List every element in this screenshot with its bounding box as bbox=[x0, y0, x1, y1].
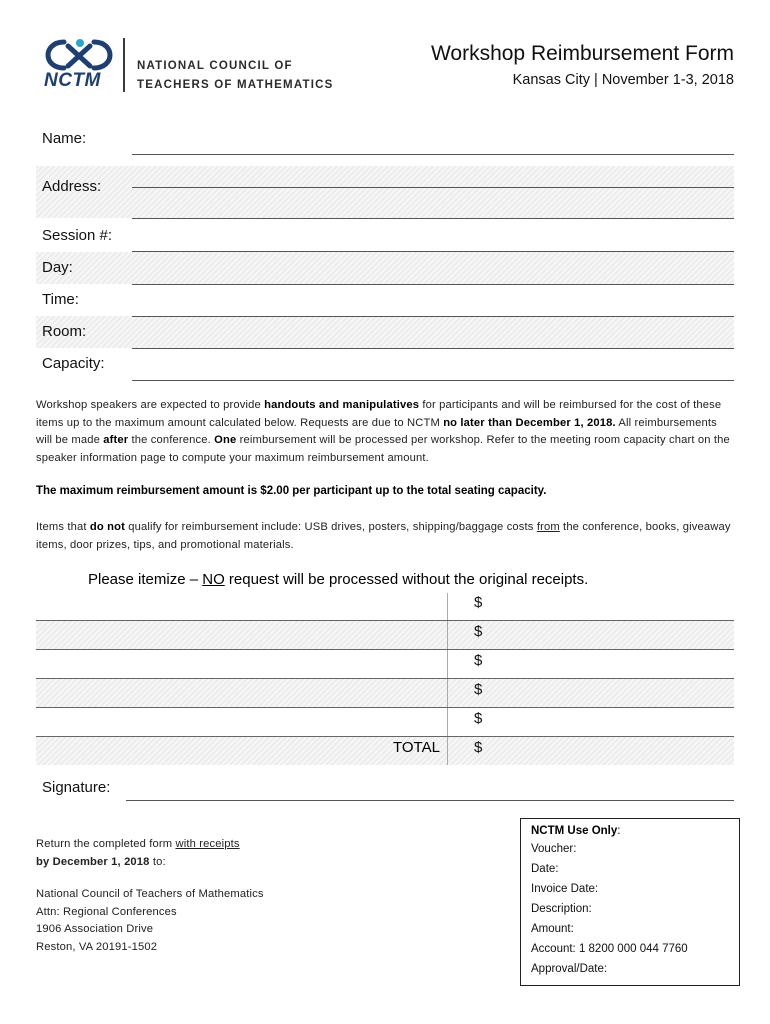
item-amount-field-5[interactable]: $ bbox=[474, 710, 483, 727]
capacity-field[interactable] bbox=[132, 380, 734, 381]
logo-divider bbox=[123, 38, 125, 92]
approval-date-label: Approval/Date: bbox=[531, 963, 608, 975]
room-field[interactable] bbox=[132, 348, 734, 349]
return-line-1: Return the completed form with receipts bbox=[36, 838, 240, 850]
return-line-2: by December 1, 2018 to: bbox=[36, 855, 166, 868]
return-instructions bbox=[36, 836, 240, 871]
room-field-shade bbox=[36, 316, 734, 348]
amount-column-separator bbox=[447, 593, 448, 765]
maximum-reimbursement-statement: The maximum reimbursement amount is $2.00 per participant up to the total seating capacity. bbox=[36, 485, 547, 497]
mailing-address bbox=[36, 886, 264, 956]
time-label: Time: bbox=[42, 291, 79, 308]
logo-org-line2: TEACHERS OF MATHEMATICS bbox=[137, 79, 334, 91]
itemize-heading: Please itemize – NO request will be processed without the original receipts. bbox=[88, 571, 589, 588]
capacity-label: Capacity: bbox=[42, 355, 105, 372]
non-qualifying-items-paragraph: Items that do not qualify for reimbursement include: USB drives, posters, shipping/baggage costs from the conference, books, giveaway items, door prizes, tips, and promotional materials. bbox=[36, 521, 731, 551]
logo-organization-name bbox=[137, 57, 333, 95]
amount-label: Amount: bbox=[531, 923, 574, 935]
nctm-use-only-box bbox=[520, 818, 740, 986]
form-subtitle: Kansas City | November 1-3, 2018 bbox=[512, 72, 734, 88]
description-label: Description: bbox=[531, 903, 592, 915]
signature-label: Signature: bbox=[42, 779, 111, 796]
item-row-line-3 bbox=[36, 678, 734, 679]
item-row-line-5 bbox=[36, 736, 734, 737]
address-line-2: Attn: Regional Conferences bbox=[36, 905, 177, 918]
total-row-shade bbox=[36, 737, 734, 765]
name-field[interactable] bbox=[132, 154, 734, 155]
item-amount-field-2[interactable]: $ bbox=[474, 623, 483, 640]
session-label: Session #: bbox=[42, 227, 113, 244]
total-label: TOTAL bbox=[393, 739, 440, 756]
voucher-label: Voucher: bbox=[531, 843, 577, 855]
address-field-line2[interactable] bbox=[132, 218, 734, 219]
address-field-line1[interactable] bbox=[132, 187, 734, 188]
day-field-shade bbox=[36, 252, 734, 284]
form-title: Workshop Reimbursement Form bbox=[430, 42, 734, 65]
item-description-field-3[interactable] bbox=[36, 651, 446, 678]
item-description-field-1[interactable] bbox=[36, 593, 446, 620]
day-field[interactable] bbox=[132, 284, 734, 285]
name-label: Name: bbox=[42, 130, 87, 147]
address-label: Address: bbox=[42, 178, 102, 195]
total-amount-field[interactable]: $ bbox=[474, 739, 483, 756]
day-label: Day: bbox=[42, 259, 73, 276]
address-line-1: National Council of Teachers of Mathematics bbox=[36, 888, 264, 900]
use-only-title: NCTM Use Only: bbox=[531, 825, 621, 837]
address-line-4: Reston, VA 20191-1502 bbox=[36, 940, 158, 953]
account-label: Account: 1 8200 000 044 7760 bbox=[531, 943, 688, 955]
item-description-field-4[interactable] bbox=[36, 680, 446, 707]
reimbursement-policy-paragraph: Workshop speakers are expected to provide handouts and manipulatives for participants and will be reimbursed for the cost of these items up to the maximum amount calculated below. Requests are due to NCTM no later than December 1, 2018. All reimbursements will be made after the conference. One reimbursement will be processed per workshop. Refer to the meeting room capacity chart on the speaker information page to compute your maximum reimbursement amount. bbox=[36, 399, 730, 464]
item-row-line-4 bbox=[36, 707, 734, 708]
room-label: Room: bbox=[42, 323, 87, 340]
date-label: Date: bbox=[531, 863, 559, 875]
session-field[interactable] bbox=[132, 251, 734, 252]
item-row-line-1 bbox=[36, 620, 734, 621]
time-field[interactable] bbox=[132, 316, 734, 317]
signature-field[interactable] bbox=[126, 800, 734, 801]
invoice-date-label: Invoice Date: bbox=[531, 883, 599, 895]
item-amount-field-4[interactable]: $ bbox=[474, 681, 483, 698]
item-row-line-2 bbox=[36, 649, 734, 650]
logo-org-line1: NATIONAL COUNCIL OF bbox=[137, 60, 293, 72]
item-amount-field-1[interactable]: $ bbox=[474, 594, 483, 611]
item-description-field-2[interactable] bbox=[36, 622, 446, 649]
logo-wordmark: NCTM bbox=[44, 70, 101, 91]
item-description-field-5[interactable] bbox=[36, 709, 446, 736]
address-field-shade bbox=[36, 166, 734, 218]
address-line-3: 1906 Association Drive bbox=[36, 923, 154, 935]
item-amount-field-3[interactable]: $ bbox=[474, 652, 483, 669]
